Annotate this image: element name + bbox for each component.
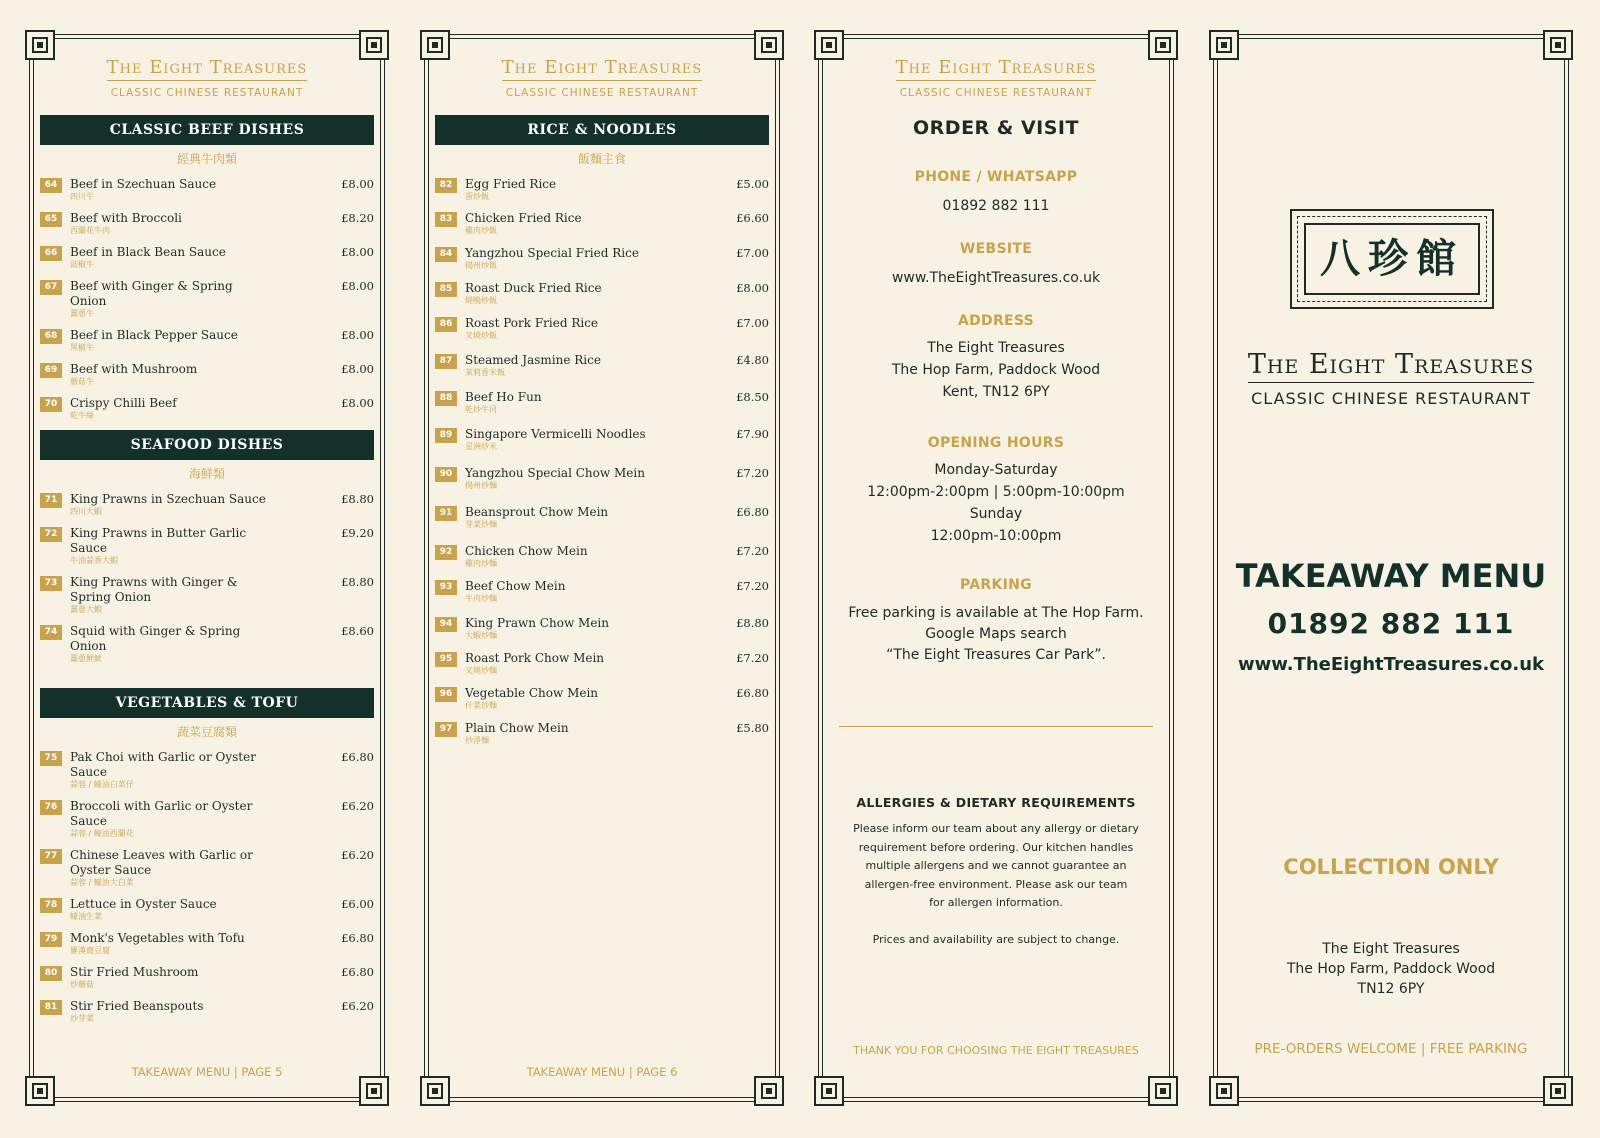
page-footer: TAKEAWAY MENU | PAGE 6 bbox=[526, 1065, 678, 1079]
address-line: The Eight Treasures bbox=[927, 340, 1065, 356]
item-number: 77 bbox=[40, 849, 62, 864]
item-chinese-name: 茉莉香米飯 bbox=[465, 368, 505, 377]
item-number: 94 bbox=[435, 617, 457, 632]
item-price: £6.20 bbox=[341, 799, 374, 813]
hours-line: 12:00pm-2:00pm | 5:00pm-10:00pm bbox=[867, 484, 1125, 500]
parking-line: Free parking is available at The Hop Farm. bbox=[848, 605, 1144, 621]
allergy-text bbox=[819, 820, 1173, 949]
item-name: Stir Fried Beanspouts bbox=[70, 999, 204, 1013]
item-number: 68 bbox=[40, 329, 62, 344]
menu-item bbox=[435, 353, 769, 378]
phone-label: PHONE / WHATSAPP bbox=[914, 169, 1078, 185]
takeaway-menu-title: TAKEAWAY MENU bbox=[1235, 557, 1547, 595]
chinese-logo-text: 八珍館 bbox=[1304, 223, 1480, 295]
item-chinese-name: 揚州炒麵 bbox=[465, 481, 497, 490]
page-footer: THANK YOU FOR CHOOSING THE EIGHT TREASURES bbox=[853, 1044, 1139, 1057]
section-heading-chinese: 海鮮類 bbox=[188, 467, 225, 481]
cover-panel bbox=[1213, 34, 1569, 1102]
item-price: £8.20 bbox=[341, 211, 374, 225]
menu-item bbox=[40, 492, 374, 517]
item-number: 88 bbox=[435, 391, 457, 406]
allergy-title: ALLERGIES & DIETARY REQUIREMENTS bbox=[856, 795, 1136, 810]
item-number: 97 bbox=[435, 722, 457, 737]
corner-ornament bbox=[1148, 1076, 1178, 1106]
restaurant-name: The Eight Treasures bbox=[107, 57, 308, 81]
order-visit-panel bbox=[818, 34, 1174, 1102]
parking-line: “The Eight Treasures Car Park”. bbox=[886, 647, 1106, 663]
item-chinese-name: 乾牛絲 bbox=[70, 411, 94, 420]
item-chinese-name: 燒鴨炒飯 bbox=[465, 296, 497, 305]
corner-ornament bbox=[1148, 30, 1178, 60]
section-heading: RICE & NOODLES bbox=[435, 115, 769, 145]
corner-ornament bbox=[420, 1076, 450, 1106]
item-price: £6.80 bbox=[736, 686, 769, 700]
menu-item bbox=[40, 362, 374, 387]
item-name: Chicken Fried Rice bbox=[465, 211, 582, 225]
menu-item bbox=[435, 281, 769, 306]
item-name: King Prawns in Butter Garlic Sauce bbox=[70, 526, 247, 555]
menu-item bbox=[40, 931, 374, 956]
menu-item bbox=[435, 316, 769, 341]
prices-note: Prices and availability are subject to change. bbox=[872, 932, 1120, 946]
item-name: King Prawns with Ginger & Spring Onion bbox=[70, 575, 238, 604]
address-line: TN12 6PY bbox=[1357, 981, 1425, 997]
order-visit-title: ORDER & VISIT bbox=[913, 117, 1079, 139]
menu-item bbox=[435, 427, 769, 452]
panel-header bbox=[819, 57, 1173, 99]
item-price: £7.20 bbox=[736, 579, 769, 593]
item-number: 92 bbox=[435, 545, 457, 560]
menu-panel-page-5 bbox=[29, 34, 385, 1102]
page-footer: PRE-ORDERS WELCOME | FREE PARKING bbox=[1254, 1041, 1528, 1057]
corner-ornament bbox=[754, 30, 784, 60]
menu-item bbox=[435, 177, 769, 202]
restaurant-name: The Eight Treasures bbox=[502, 57, 703, 81]
item-number: 79 bbox=[40, 932, 62, 947]
parking-label: PARKING bbox=[960, 577, 1032, 593]
item-price: £8.00 bbox=[341, 328, 374, 342]
address-block bbox=[819, 337, 1173, 403]
corner-ornament bbox=[754, 1076, 784, 1106]
item-chinese-name: 星洲炒米 bbox=[465, 442, 497, 451]
hours-line: Monday-Saturday bbox=[934, 462, 1058, 478]
item-number: 83 bbox=[435, 212, 457, 227]
item-name: Beef Ho Fun bbox=[465, 390, 542, 404]
item-name: Steamed Jasmine Rice bbox=[465, 353, 601, 367]
item-name: Singapore Vermicelli Noodles bbox=[465, 427, 646, 441]
item-name: King Prawn Chow Mein bbox=[465, 616, 609, 630]
item-chinese-name: 什菜炒麵 bbox=[465, 701, 497, 710]
item-price: £7.90 bbox=[736, 427, 769, 441]
item-name: Beef in Black Bean Sauce bbox=[70, 245, 226, 259]
item-chinese-name: 蒜蓉 / 蠔油大白菜 bbox=[70, 878, 134, 887]
item-chinese-name: 四川大蝦 bbox=[70, 507, 102, 516]
item-chinese-name: 揚州炒飯 bbox=[465, 261, 497, 270]
item-number: 64 bbox=[40, 178, 62, 193]
menu-item bbox=[40, 999, 374, 1024]
item-number: 90 bbox=[435, 467, 457, 482]
item-price: £8.80 bbox=[736, 616, 769, 630]
address-line: The Hop Farm, Paddock Wood bbox=[1286, 961, 1496, 977]
item-chinese-name: 炒淨麵 bbox=[465, 736, 489, 745]
item-price: £5.80 bbox=[736, 721, 769, 735]
corner-ornament bbox=[420, 30, 450, 60]
item-name: Plain Chow Mein bbox=[465, 721, 569, 735]
item-name: Beef with Broccoli bbox=[70, 211, 182, 225]
menu-item bbox=[435, 579, 769, 604]
corner-ornament bbox=[1209, 1076, 1239, 1106]
menu-item bbox=[40, 177, 374, 202]
item-chinese-name: 薑蔥牛 bbox=[70, 309, 94, 318]
item-chinese-name: 豉椒牛 bbox=[70, 260, 94, 269]
menu-item bbox=[435, 686, 769, 711]
menu-panel-page-6 bbox=[424, 34, 780, 1102]
item-name: Egg Fried Rice bbox=[465, 177, 557, 191]
item-price: £7.00 bbox=[736, 246, 769, 260]
item-name: Chinese Leaves with Garlic or Oyster Sauce bbox=[70, 848, 253, 877]
item-number: 91 bbox=[435, 506, 457, 521]
menu-item bbox=[40, 575, 374, 615]
item-chinese-name: 四川牛 bbox=[70, 192, 94, 201]
item-number: 93 bbox=[435, 580, 457, 595]
corner-ornament bbox=[814, 30, 844, 60]
item-chinese-name: 羅漢齋豆腐 bbox=[70, 946, 110, 955]
section-heading: SEAFOOD DISHES bbox=[40, 430, 374, 460]
address-line: The Eight Treasures bbox=[1322, 941, 1460, 957]
address-line: Kent, TN12 6PY bbox=[942, 384, 1050, 400]
item-price: £6.60 bbox=[736, 211, 769, 225]
item-price: £6.20 bbox=[341, 848, 374, 862]
menu-item bbox=[435, 651, 769, 676]
item-price: £8.60 bbox=[341, 624, 374, 638]
panel-header bbox=[30, 57, 384, 99]
parking-block bbox=[819, 603, 1173, 666]
item-chinese-name: 黑椒牛 bbox=[70, 343, 94, 352]
website-label: WEBSITE bbox=[959, 241, 1033, 257]
chinese-logo bbox=[1290, 209, 1494, 309]
menu-item bbox=[435, 721, 769, 746]
item-name: Roast Pork Fried Rice bbox=[465, 316, 599, 330]
allergy-line: for allergen information. bbox=[929, 896, 1063, 909]
item-name: Roast Pork Chow Mein bbox=[465, 651, 605, 665]
item-chinese-name: 芽菜炒麵 bbox=[465, 520, 497, 529]
item-chinese-name: 雞肉炒飯 bbox=[465, 226, 497, 235]
item-number: 78 bbox=[40, 898, 62, 913]
restaurant-name: The Eight Treasures bbox=[896, 57, 1097, 81]
opening-hours-block bbox=[819, 459, 1173, 547]
allergy-line: Please inform our team about any allergy or dietary bbox=[853, 822, 1139, 835]
item-chinese-name: 薑蔥鮮魷 bbox=[70, 654, 102, 663]
menu-item bbox=[435, 505, 769, 530]
corner-ornament bbox=[25, 1076, 55, 1106]
item-name: Pak Choi with Garlic or Oyster Sauce bbox=[70, 750, 256, 779]
item-price: £6.00 bbox=[341, 897, 374, 911]
menu-item bbox=[40, 328, 374, 353]
menu-item bbox=[40, 396, 374, 421]
menu-item bbox=[40, 848, 374, 888]
item-price: £6.80 bbox=[736, 505, 769, 519]
section-heading-chinese: 飯麵主食 bbox=[577, 152, 626, 166]
corner-ornament bbox=[814, 1076, 844, 1106]
menu-item bbox=[40, 211, 374, 236]
opening-hours-label: OPENING HOURS bbox=[927, 435, 1065, 451]
item-chinese-name: 蛋炒飯 bbox=[465, 192, 489, 201]
item-chinese-name: 薑蔥大蝦 bbox=[70, 605, 102, 614]
item-name: Beef with Mushroom bbox=[70, 362, 198, 376]
item-name: King Prawns in Szechuan Sauce bbox=[70, 492, 266, 506]
item-price: £7.00 bbox=[736, 316, 769, 330]
item-chinese-name: 雞肉炒麵 bbox=[465, 559, 497, 568]
phone-number[interactable]: 01892 882 111 bbox=[942, 198, 1050, 214]
item-price: £6.80 bbox=[341, 750, 374, 764]
collection-only: COLLECTION ONLY bbox=[1283, 855, 1499, 879]
item-name: Beef with Ginger & Spring Onion bbox=[70, 279, 233, 308]
divider bbox=[839, 726, 1153, 727]
item-price: £8.00 bbox=[736, 281, 769, 295]
item-chinese-name: 炒芽菜 bbox=[70, 1014, 94, 1023]
item-number: 96 bbox=[435, 687, 457, 702]
website-link[interactable]: www.TheEightTreasures.co.uk bbox=[891, 270, 1101, 286]
corner-ornament bbox=[359, 30, 389, 60]
menu-item bbox=[40, 897, 374, 922]
menu-item bbox=[435, 616, 769, 641]
item-chinese-name: 炒蘑菇 bbox=[70, 980, 94, 989]
item-name: Lettuce in Oyster Sauce bbox=[70, 897, 217, 911]
item-number: 69 bbox=[40, 363, 62, 378]
item-name: Yangzhou Special Fried Rice bbox=[465, 246, 639, 260]
item-price: £6.80 bbox=[341, 965, 374, 979]
item-price: £8.00 bbox=[341, 396, 374, 410]
item-number: 67 bbox=[40, 280, 62, 295]
section-heading-chinese: 蔬菜豆腐類 bbox=[176, 725, 237, 739]
section-heading: VEGETABLES & TOFU bbox=[40, 688, 374, 718]
menu-item bbox=[435, 466, 769, 491]
menu-item bbox=[40, 750, 374, 790]
item-name: Stir Fried Mushroom bbox=[70, 965, 199, 979]
item-number: 81 bbox=[40, 1000, 62, 1015]
item-price: £8.00 bbox=[341, 245, 374, 259]
item-name: Chicken Chow Mein bbox=[465, 544, 588, 558]
menu-item-list bbox=[40, 492, 374, 664]
cover-phone[interactable]: 01892 882 111 bbox=[1267, 607, 1515, 640]
corner-ornament bbox=[1543, 30, 1573, 60]
hours-line: 12:00pm-10:00pm bbox=[930, 528, 1062, 544]
item-number: 82 bbox=[435, 178, 457, 193]
address-label: ADDRESS bbox=[957, 313, 1035, 329]
menu-sections bbox=[30, 115, 384, 1024]
item-price: £8.00 bbox=[341, 177, 374, 191]
menu-sections bbox=[425, 115, 779, 746]
item-price: £7.20 bbox=[736, 651, 769, 665]
item-price: £7.20 bbox=[736, 466, 769, 480]
item-chinese-name: 蒜蓉 / 蠔油西蘭花 bbox=[70, 829, 134, 838]
menu-item bbox=[40, 624, 374, 664]
item-number: 95 bbox=[435, 652, 457, 667]
item-chinese-name: 乾炒牛河 bbox=[465, 405, 497, 414]
restaurant-subtitle: CLASSIC CHINESE RESTAURANT bbox=[505, 87, 699, 99]
item-number: 71 bbox=[40, 493, 62, 508]
cover-restaurant-name: The Eight Treasures bbox=[1248, 349, 1534, 383]
item-name: Beansprout Chow Mein bbox=[465, 505, 609, 519]
item-price: £6.20 bbox=[341, 999, 374, 1013]
item-price: £5.00 bbox=[736, 177, 769, 191]
menu-item-list bbox=[40, 750, 374, 1024]
restaurant-subtitle: CLASSIC CHINESE RESTAURANT bbox=[110, 87, 304, 99]
corner-ornament bbox=[1209, 30, 1239, 60]
item-price: £8.80 bbox=[341, 575, 374, 589]
item-name: Beef in Black Pepper Sauce bbox=[70, 328, 238, 342]
item-price: £9.20 bbox=[341, 526, 374, 540]
item-number: 74 bbox=[40, 625, 62, 640]
item-chinese-name: 蒜蓉 / 蠔油白菜仔 bbox=[70, 780, 134, 789]
item-price: £8.80 bbox=[341, 492, 374, 506]
cover-subtitle: CLASSIC CHINESE RESTAURANT bbox=[1251, 389, 1531, 408]
menu-item bbox=[40, 279, 374, 319]
parking-line: Google Maps search bbox=[925, 626, 1067, 642]
cover-brand bbox=[1214, 349, 1568, 408]
section-heading: CLASSIC BEEF DISHES bbox=[40, 115, 374, 145]
menu-item bbox=[40, 526, 374, 566]
item-name: Beef Chow Mein bbox=[465, 579, 566, 593]
item-number: 70 bbox=[40, 397, 62, 412]
allergy-line: allergen-free environment. Please ask our team bbox=[864, 877, 1128, 891]
allergy-line: requirement before ordering. Our kitchen handles bbox=[858, 840, 1134, 854]
item-number: 73 bbox=[40, 576, 62, 591]
page-footer: TAKEAWAY MENU | PAGE 5 bbox=[131, 1065, 283, 1079]
menu-item bbox=[435, 390, 769, 415]
item-price: £4.80 bbox=[736, 353, 769, 367]
item-name: Vegetable Chow Mein bbox=[465, 686, 599, 700]
item-name: Squid with Ginger & Spring Onion bbox=[70, 624, 241, 653]
item-chinese-name: 大蝦炒麵 bbox=[465, 631, 497, 640]
item-number: 80 bbox=[40, 966, 62, 981]
item-price: £8.00 bbox=[341, 362, 374, 376]
menu-item bbox=[435, 211, 769, 236]
menu-item-list bbox=[435, 177, 769, 746]
panel-header bbox=[425, 57, 779, 99]
item-price: £8.00 bbox=[341, 279, 374, 293]
menu-item-list bbox=[40, 177, 374, 421]
item-chinese-name: 蘑菇牛 bbox=[70, 377, 94, 386]
menu-item bbox=[40, 799, 374, 839]
item-price: £8.50 bbox=[736, 390, 769, 404]
item-name: Beef in Szechuan Sauce bbox=[70, 177, 217, 191]
item-number: 76 bbox=[40, 800, 62, 815]
item-number: 86 bbox=[435, 317, 457, 332]
item-chinese-name: 叉燒炒麵 bbox=[465, 666, 497, 675]
item-number: 72 bbox=[40, 527, 62, 542]
item-price: £6.80 bbox=[341, 931, 374, 945]
corner-ornament bbox=[359, 1076, 389, 1106]
section-heading-chinese: 經典牛肉類 bbox=[176, 152, 237, 166]
item-number: 75 bbox=[40, 751, 62, 766]
restaurant-subtitle: CLASSIC CHINESE RESTAURANT bbox=[899, 87, 1093, 99]
menu-item bbox=[40, 965, 374, 990]
item-chinese-name: 西蘭花牛肉 bbox=[70, 226, 110, 235]
item-number: 87 bbox=[435, 354, 457, 369]
address-line: The Hop Farm, Paddock Wood bbox=[891, 362, 1101, 378]
item-number: 66 bbox=[40, 246, 62, 261]
item-chinese-name: 叉燒炒飯 bbox=[465, 331, 497, 340]
item-number: 84 bbox=[435, 247, 457, 262]
item-chinese-name: 蠔油生菜 bbox=[70, 912, 102, 921]
cover-address bbox=[1214, 939, 1568, 999]
allergy-line: multiple allergens and we cannot guarantee an bbox=[865, 859, 1127, 872]
cover-website[interactable]: www.TheEightTreasures.co.uk bbox=[1238, 654, 1544, 675]
hours-line: Sunday bbox=[969, 506, 1023, 522]
item-number: 89 bbox=[435, 428, 457, 443]
item-name: Crispy Chilli Beef bbox=[70, 396, 177, 410]
corner-ornament bbox=[25, 30, 55, 60]
cover-contact bbox=[1214, 557, 1568, 675]
item-name: Monk's Vegetables with Tofu bbox=[70, 931, 245, 945]
corner-ornament bbox=[1543, 1076, 1573, 1106]
item-name: Roast Duck Fried Rice bbox=[465, 281, 602, 295]
menu-item bbox=[40, 245, 374, 270]
menu-item bbox=[435, 544, 769, 569]
menu-item bbox=[435, 246, 769, 271]
item-number: 65 bbox=[40, 212, 62, 227]
item-number: 85 bbox=[435, 282, 457, 297]
item-name: Broccoli with Garlic or Oyster Sauce bbox=[70, 799, 253, 828]
item-price: £7.20 bbox=[736, 544, 769, 558]
item-chinese-name: 牛肉炒麵 bbox=[465, 594, 497, 603]
item-name: Yangzhou Special Chow Mein bbox=[465, 466, 645, 480]
item-chinese-name: 牛油蒜香大蝦 bbox=[70, 556, 118, 565]
